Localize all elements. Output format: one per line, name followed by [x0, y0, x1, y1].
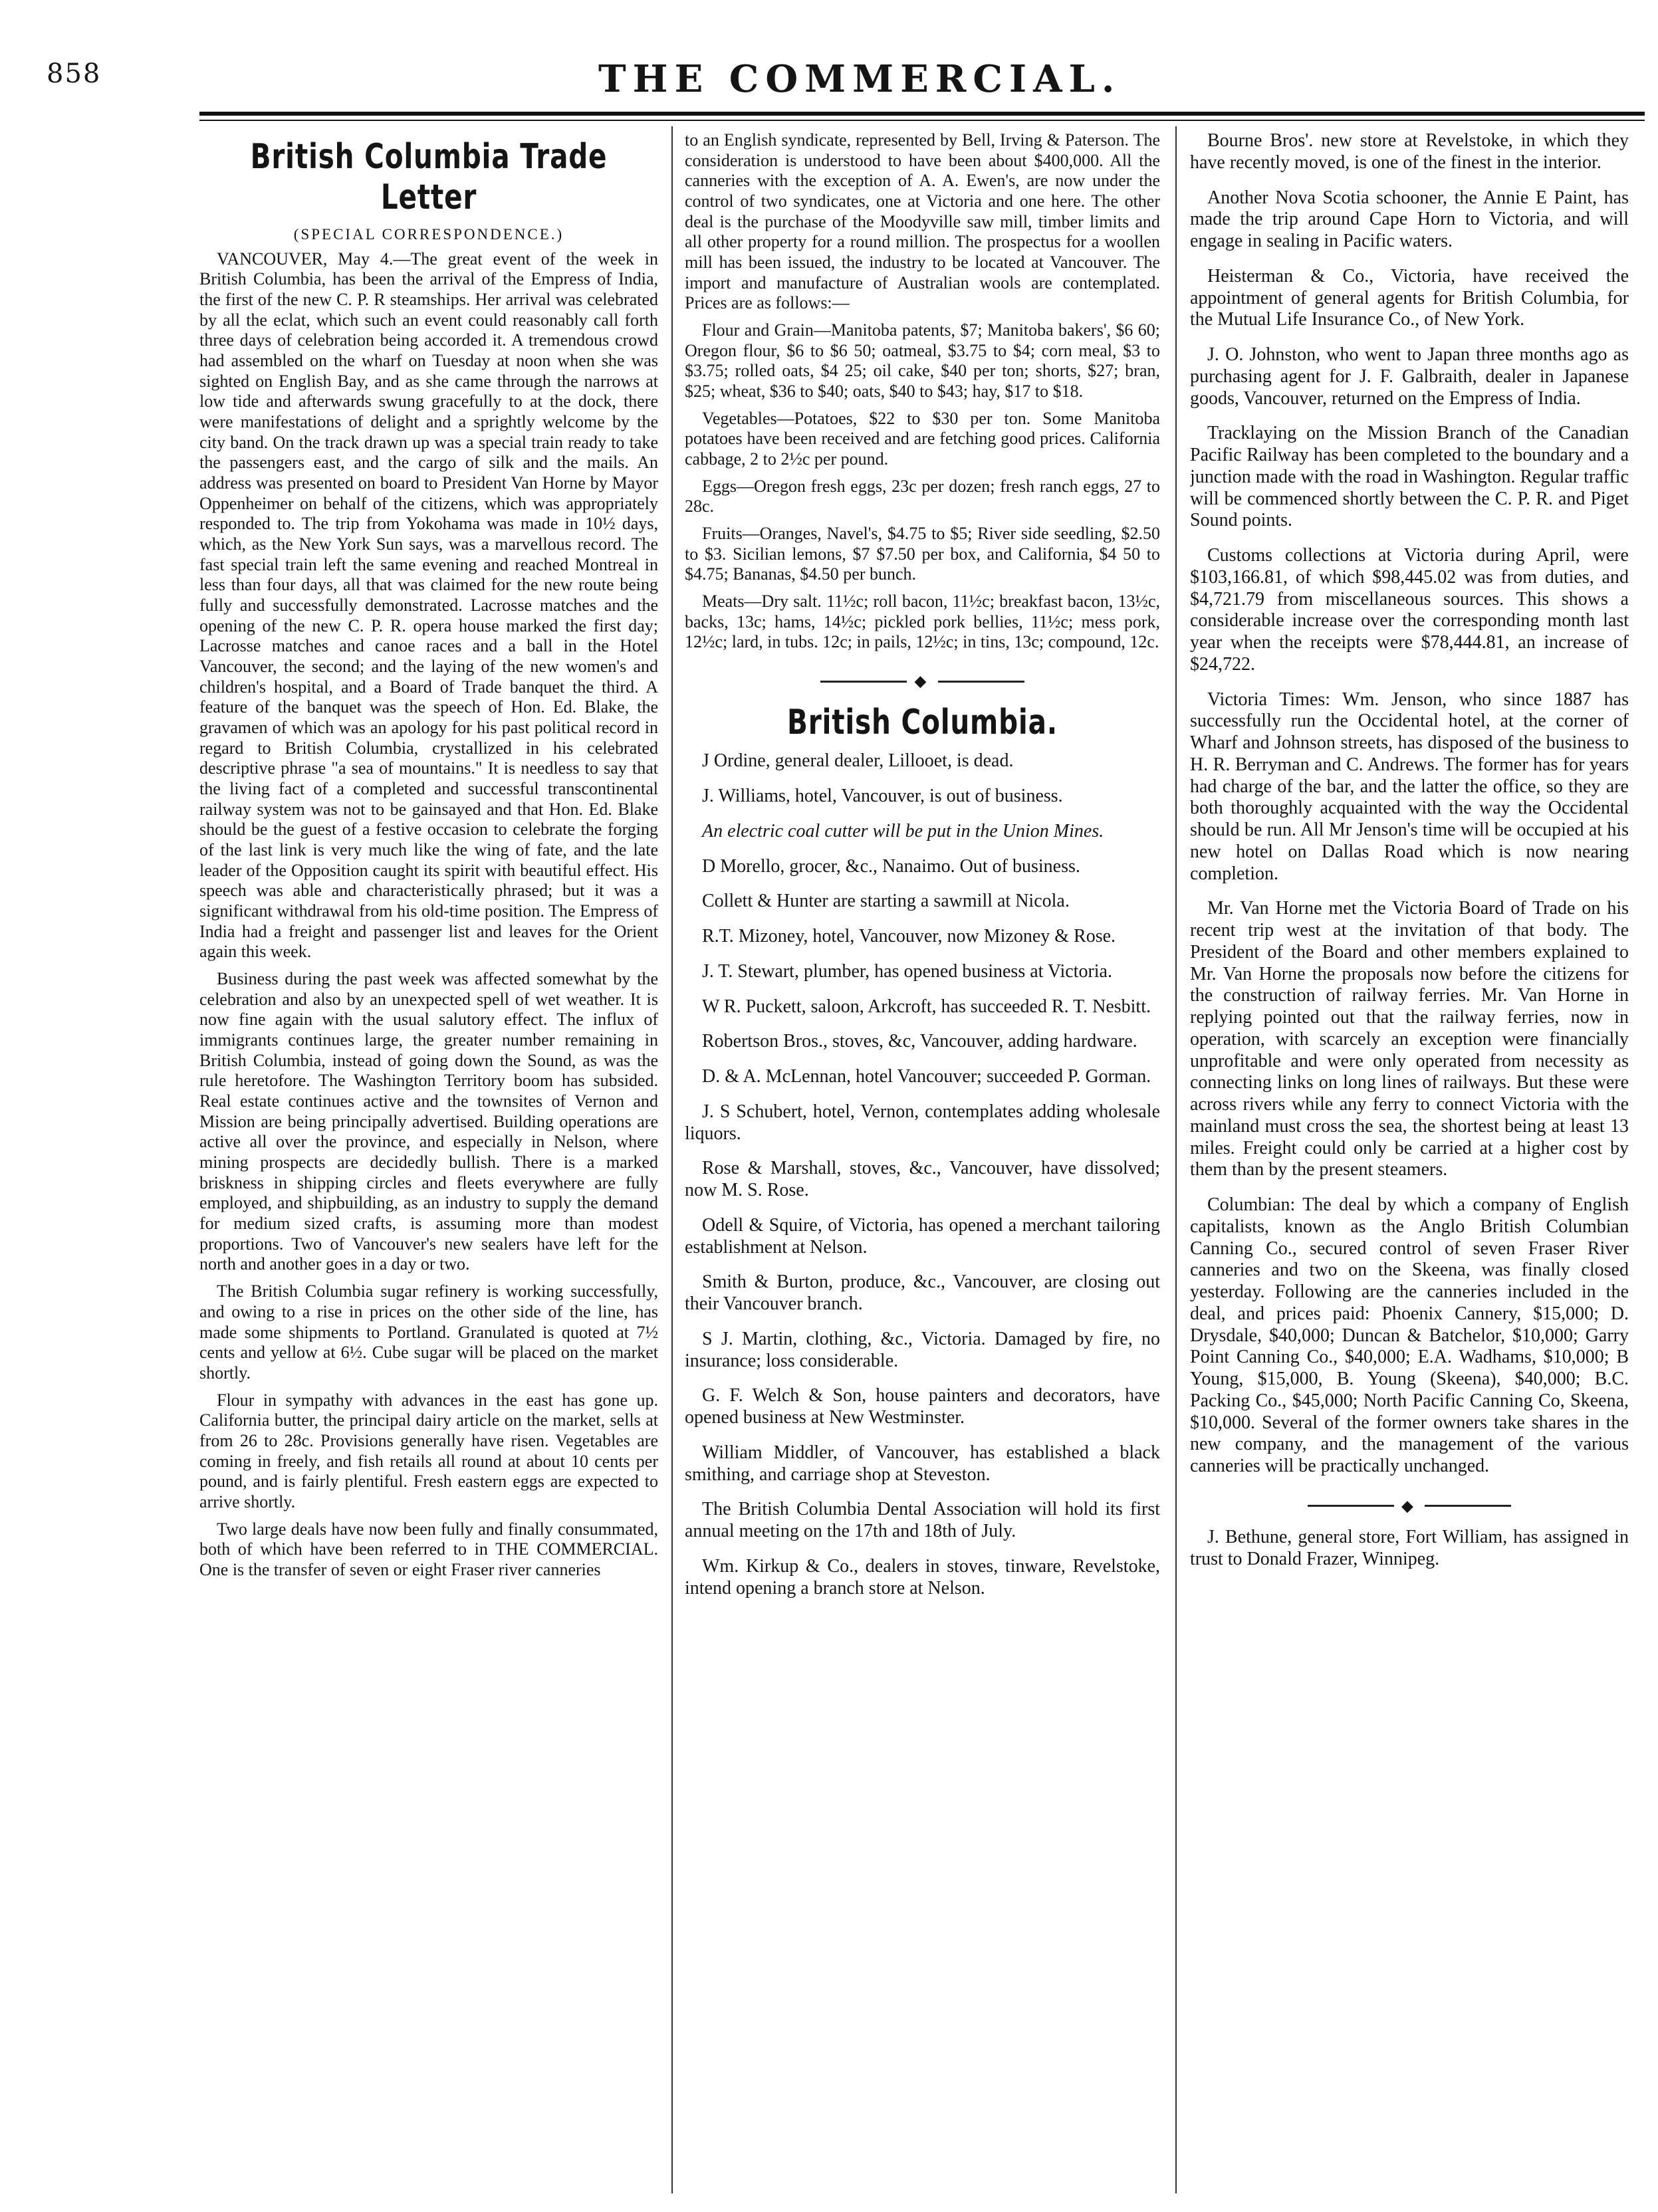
- news-item: The British Columbia Dental Association will hold its first annual meeting on the 17th and 18th of July.: [685, 1499, 1160, 1542]
- column-middle: [685, 130, 1160, 2191]
- article-paragraph: Two large deals have now been fully and finally consummated, both of which have been referred to in THE COMMERCIAL. One is the transfer of seven or eight Fraser river canneries: [199, 1519, 658, 1579]
- article-headline: British Columbia Trade Letter: [250, 137, 608, 217]
- news-item: J. O. Johnston, who went to Japan three months ago as purchasing agent for J. F. Galbraith, dealer in Japanese goods, Vancouver, returned on the Empress of India.: [1190, 344, 1629, 409]
- news-item: Robertson Bros., stoves, &c, Vancouver, adding hardware.: [702, 1031, 1137, 1052]
- masthead: THE COMMERCIAL.: [598, 57, 1122, 101]
- news-item: D Morello, grocer, &c., Nanaimo. Out of business.: [702, 855, 1080, 877]
- news-item: Another Nova Scotia schooner, the Annie E Paint, has made the trip around Cape Horn to Victoria, and will engage in sealing in Pacific waters.: [1190, 187, 1629, 251]
- news-item: William Middler, of Vancouver, has established a black smithing, and carriage shop at Steveston.: [685, 1442, 1160, 1485]
- article-paragraph: The British Columbia sugar refinery is working successfully, and owing to a rise in prices on the other side of the line, has made some shipments to Portland. Granulated is quoted at 7½ cents and yellow at 6½. Cube sugar will be placed on the market shortly.: [199, 1281, 658, 1382]
- price-paragraph: Meats—Dry salt. 11½c; roll bacon, 11½c; breakfast bacon, 13½c, backs, 13c; hams, 14½c; pickled pork bellies, 11½c; mess pork, 12½c; lard, in tubs. 12c; in pails, 12½c; in tins, 13c; compound, 12c.: [685, 592, 1160, 652]
- top-rule: [199, 112, 1645, 116]
- article-byline: (SPECIAL CORRESPONDENCE.): [293, 225, 564, 243]
- price-paragraph: Vegetables—Potatoes, $22 to $30 per ton. Some Manitoba potatoes have been received and are fetching good prices. California cabbage, 2 to 2½c per pound.: [685, 408, 1160, 469]
- news-item: Victoria Times: Wm. Jenson, who since 1887 has successfully run the Occidental hotel, at the corner of Wharf and Johnson streets, has disposed of the business to H. R. Berryman and C. Andrews. The former has for years had charge of the bar, and the latter the office, so they are both thoroughly acquainted with the way the Occidental should be run. All Mr Jenson's time will be occupied at his new hotel on Dallas Road which is now nearing completion.: [1190, 689, 1629, 884]
- news-item: J Ordine, general dealer, Lillooet, is dead.: [702, 750, 1014, 772]
- article-paragraph: Business during the past week was affected somewhat by the celebration and also by an unexpected spell of wet weather. It is now fine again with the usual salutory effect. The influx of immigrants continues large, the greater number remaining in British Columbia, instead of going down the Sound, as was the rule heretofore. The Washington Territory boom has subsided. Real estate continues active and the townsites of Vernon and Mission are being principally advertised. Building operations are active all over the province, and especially in Nelson, where mining prospects are decidedly bullish. There is a marked briskness in shipping circles and fleets everywhere are fully employed, and shipbuilding, as an industry to supply the demand for medium sized crafts, is assuming more than modest proportions. Two of Vancouver's new sealers have left for the north and another goes in a day or two.: [199, 969, 658, 1274]
- top-rule-thin: [199, 120, 1645, 121]
- column-divider: [1175, 126, 1177, 2193]
- price-paragraph: Flour and Grain—Manitoba patents, $7; Manitoba bakers', $6 60; Oregon flour, $6 to $6 50; oatmeal, $3.75 to $4; corn meal, $3 to $3.75; rolled oats, $4 25; oil cake, $40 per ton; shorts, $27; bran, $25; wheat, $36 to $40; oats, $40 to $43; hay, $17 to $18.: [685, 320, 1160, 401]
- news-item: Columbian: The deal by which a company of English capitalists, known as the Anglo British Columbian Canning Co., secured control of seven Fraser River canneries and two on the Skeena, was finally closed yesterday. Following are the canneries included in the deal, and prices paid: Phoenix Cannery, $15,000; D. Drysdale, $40,000; Duncan & Batchelor, $10,000; Garry Point Canning Co., $40,000; E.A. Wadhams, $10,000; B Young, $15,000, B. Young (Skeena), $40,000; B.C. Packing Co., $45,000; North Pacific Canning Co, Skeena, $10,000. Several of the former owners take shares in the new company, and the management of the various canneries will be practically unchanged.: [1190, 1194, 1629, 1476]
- article-paragraph: Flour in sympathy with advances in the east has gone up. California butter, the principal dairy article on the market, sells at from 26 to 28c. Provisions generally have risen. Vegetables are coming in freely, and fish retails all round at about 10 cents per pound, and is fairly plentiful. Fresh eastern eggs are expected to arrive shortly.: [199, 1390, 658, 1511]
- news-item: J. T. Stewart, plumber, has opened business at Victoria.: [702, 960, 1112, 982]
- price-paragraph: Eggs—Oregon fresh eggs, 23c per dozen; fresh ranch eggs, 27 to 28c.: [685, 476, 1160, 516]
- column-right: [1190, 130, 1629, 2191]
- news-item: An electric coal cutter will be put in the Union Mines.: [702, 820, 1104, 841]
- article-paragraph: to an English syndicate, represented by Bell, Irving & Paterson. The consideration is understood to have been about $400,000. All the canneries with the exception of A. A. Ewen's, are now under the control of two syndicates, one at Victoria and one here. The other deal is the purchase of the Moodyville saw mill, timber limits and all other property for a round million. The prospectus for a woollen mill has been issued, the industry to be located at Vancouver. The import and manufacture of Australian wools are contemplated. Prices are as follows:—: [685, 130, 1160, 313]
- page-number: 858: [47, 58, 102, 89]
- news-item: Bourne Bros'. new store at Revelstoke, in which they have recently moved, is one of the finest in the interior.: [1190, 130, 1629, 173]
- news-item: Heisterman & Co., Victoria, have received the appointment of general agents for British Columbia, for the Mutual Life Insurance Co., of New York.: [1190, 265, 1629, 330]
- article-paragraph: VANCOUVER, May 4.—The great event of the week in British Columbia, has been the arrival of the Empress of India, the first of the new C. P. R steamships. Her arrival was celebrated by all the eclat, which such an event could reasonably call forth three days of celebration being accorded it. A tremendous crowd had assembled on the wharf on Tuesday at noon when she was sighted on English Bay, and as she came through the narrows at low tide and afterwards swung gracefully to at the dock, there were manifestations of delight and a sprightly welcome by the city band. On the track drawn up was a special train ready to take the passengers east, and the cargo of silk and the mails. An address was presented on board to President Van Horne by Mayor Oppenheimer on behalf of the citizens, which was appropriately responded to. The trip from Yokohama was made in 10½ days, which, as the New York Sun says, was a marvellous record. The fast special train left the same evening and reached Montreal in less than four days, all that was claimed for the new route being fully and successfully demonstrated. Lacrosse matches and the opening of the new C. P. R. opera house marked the first day; Lacrosse matches and canoe races and a ball in the Hotel Vancouver, the second; and the laying of the new women's and children's hospital, and a Board of Trade banquet the third. A feature of the banquet was the speech of Hon. Ed. Blake, the gravamen of which was an apology for his past political record in regard to British Columbia, crystallized in his celebrated descriptive phrase "a sea of mountains." It is needless to say that the living fact of a completed and successful transcontinental railway system was not to be gainsayed and that Hon. Ed. Blake should be the guest of a festive occasion to celebrate the forging of the last link is very much like the wing of fate, and the late leader of the Opposition caught its spirit with beautiful effect. His speech was able and characteristically phrased; but it was a significant withdrawal from his old-time position. The Empress of India had a freight and passenger list and leaves for the Orient again this week.: [199, 249, 658, 962]
- news-item: Smith & Burton, produce, &c., Vancouver, are closing out their Vancouver branch.: [685, 1272, 1160, 1315]
- news-item: Wm. Kirkup & Co., dealers in stoves, tinware, Revelstoke, intend opening a branch store at Nelson.: [685, 1555, 1160, 1599]
- news-item: Customs collections at Victoria during April, were $103,166.81, of which $98,445.02 was from duties, and $4,721.79 from miscellaneous sources. This shows a considerable increase over the corresponding month last year when the receipts were $78,444.81, an increase of $24,722.: [1190, 545, 1629, 675]
- news-item: S J. Martin, clothing, &c., Victoria. Damaged by fire, no insurance; loss considerable.: [685, 1328, 1160, 1371]
- column-left: [199, 130, 658, 2191]
- column-divider: [671, 126, 673, 2193]
- news-item: Odell & Squire, of Victoria, has opened a merchant tailoring establishment at Nelson.: [685, 1214, 1160, 1258]
- price-paragraph: Fruits—Oranges, Navel's, $4.75 to $5; River side seedling, $2.50 to $3. Sicilian lemons, $7 $7.50 per box, and California, $4 50 to $4.75; Bananas, $4.50 per bunch.: [685, 524, 1160, 584]
- news-item: J. S Schubert, hotel, Vernon, contemplates adding wholesale liquors.: [685, 1101, 1160, 1144]
- news-item: J. Bethune, general store, Fort William, has assigned in trust to Donald Frazer, Winnipeg.: [1190, 1527, 1629, 1569]
- news-item: W R. Puckett, saloon, Arkcroft, has succeeded R. T. Nesbitt.: [702, 996, 1151, 1017]
- news-item: Collett & Hunter are starting a sawmill at Nicola.: [702, 891, 1070, 912]
- news-item: R.T. Mizoney, hotel, Vancouver, now Mizoney & Rose.: [702, 926, 1116, 947]
- news-item: Rose & Marshall, stoves, &c., Vancouver, have dissolved; now M. S. Rose.: [685, 1158, 1160, 1201]
- news-item: Tracklaying on the Mission Branch of the Canadian Pacific Railway has been completed to the boundary and a junction made with the road in Washington. Regular traffic will be commenced shortly between the C. P. R. and Piget Sound points.: [1190, 423, 1629, 531]
- section-separator: ◆: [1190, 1495, 1629, 1515]
- news-item: D. & A. McLennan, hotel Vancouver; succeeded P. Gorman.: [702, 1066, 1151, 1087]
- news-item: Mr. Van Horne met the Victoria Board of Trade on his recent trip west at the invitation of that body. The President of the Board and other members explained to Mr. Van Horne the proposals now before the citizens for the construction of railway ferries. Mr. Van Horne in replying pointed out that the railway ferries, now in operation, with scarcely an exception were financially unprofitable and were only operated from necessity as connecting links on long lines of railways. But these were across rivers while any ferry to connect Victoria with the mainland must cross the sea, the shortest being at least 13 miles. Freight could only be carried at a higher cost by them than by the present steamers.: [1190, 898, 1629, 1180]
- news-item: J. Williams, hotel, Vancouver, is out of business.: [702, 786, 1063, 807]
- section-headline: British Columbia.: [787, 702, 1058, 742]
- section-separator: ◆: [685, 670, 1160, 690]
- news-item: G. F. Welch & Son, house painters and decorators, have opened business at New Westminster.: [685, 1385, 1160, 1428]
